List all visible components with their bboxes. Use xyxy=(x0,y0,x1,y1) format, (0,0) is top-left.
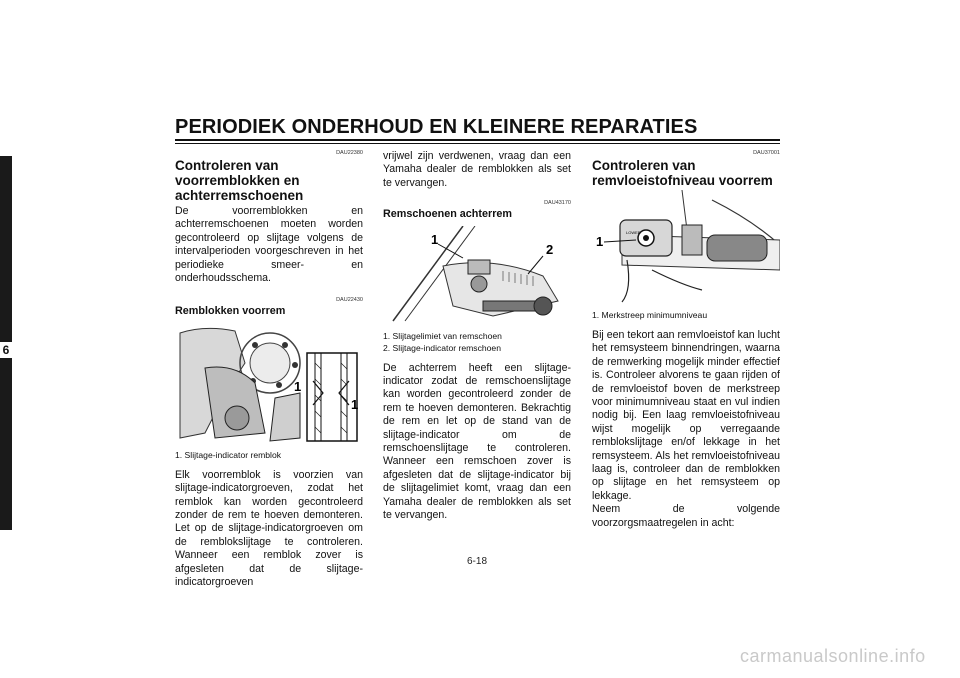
continued-paragraph: vrijwel zijn verdwenen, vraag dan een Yamaha dealer de remblokken als set te vervangen. xyxy=(383,150,571,189)
header-rule-thin xyxy=(175,143,780,144)
doc-code: DAU37001 xyxy=(753,150,780,156)
subsection-title: Remschoenen achterrem xyxy=(383,208,513,221)
column-3 xyxy=(592,150,780,536)
front-brake-pad-figure xyxy=(175,323,363,445)
rear-brake-shoe-figure xyxy=(383,226,571,326)
doc-code: DAU22380 xyxy=(336,150,363,156)
body-paragraph: Bij een tekort aan remvloeistof kan lucht het remsysteem binnendringen, waarna de remwerking mogelijk minder effectief is. Controleer alvorens te gaan rijden of de remvloeistof boven de merkstreep voor minimumniveau staat en vul indien nodig bij. Een laag remvloeistofniveau wijst mogelijk op verregaande remblokslijtage en/of lekkage in het remsysteem. Als het remvloeistofniveau laag is, controleer dan de remblokken op slijtage en het remsysteem op lekkage. Neem de volgende voorzorgsmaatregelen in acht: xyxy=(592,329,780,529)
watermark: carmanualsonline.info xyxy=(740,646,926,666)
callout-1b: 1 xyxy=(351,396,359,412)
chapter-number: 6 xyxy=(0,342,12,358)
body-paragraph: Elk voorremblok is voorzien van slijtage-indicatorgroeven, zodat het remblok kan worden gecontroleerd zonder de rem te hoeven demonteren. Let op de slijtage-indicatorgroeven om de remblokslijtage te controleren. Wanneer een remblok zover is afgesleten dat de slijtage-indicatorgroeven xyxy=(175,468,363,589)
section-title: Controleren van remvloeistofniveau voorrem xyxy=(592,158,773,188)
intro-paragraph: De voorremblokken en achterremschoenen moeten worden gecontroleerd op slijtage volgens de intervalperioden voorgeschreven in het periodieke smeer- en onderhoudsschema. xyxy=(175,205,363,285)
doc-code: DAU22430 xyxy=(336,297,363,304)
caption-1: 1. Slijtagelimiet van remschoen xyxy=(383,330,502,341)
brake-fluid-reservoir-figure xyxy=(592,190,780,305)
column-2 xyxy=(383,150,571,529)
subsection-title: Remblokken voorrem xyxy=(175,305,286,318)
column-1 xyxy=(175,150,363,596)
callout-1: 1 xyxy=(294,378,302,394)
header-rule xyxy=(175,139,780,141)
body-paragraph: De achterrem heeft een slijtage-indicator zodat de remschoenslijtage kan worden gecontroleerd zonder de rem te hoeven demonteren. Bekrachtig de rem en let op de stand van de slijtage-indicator om de remschoenslijtage te controleren. Wanneer een remschoen zover is afgesleten dat de slijtage-indicator bij de slijtagelimiet komt, vraag dan een Yamaha dealer de remblokken als set te vervangen. xyxy=(383,361,571,522)
callout-1: 1 xyxy=(431,231,439,247)
figure-caption: 1. Merkstreep minimumniveau xyxy=(592,310,708,320)
callout-2: 2 xyxy=(546,241,554,257)
caption-2: 2. Slijtage-indicator remschoen xyxy=(383,342,501,353)
figure-captions xyxy=(383,330,571,354)
page-header-title: PERIODIEK ONDERHOUD EN KLEINERE REPARATIES xyxy=(175,116,698,138)
figure-caption: 1. Slijtage-indicator remblok xyxy=(175,449,282,460)
page-number: 6-18 xyxy=(467,556,488,567)
callout-1: 1 xyxy=(596,234,604,249)
doc-code: DAU43170 xyxy=(544,200,571,207)
section-title: Controleren van voorremblokken en achterremschoenen xyxy=(175,158,304,203)
lower-mark-label: LOWER xyxy=(626,230,641,235)
